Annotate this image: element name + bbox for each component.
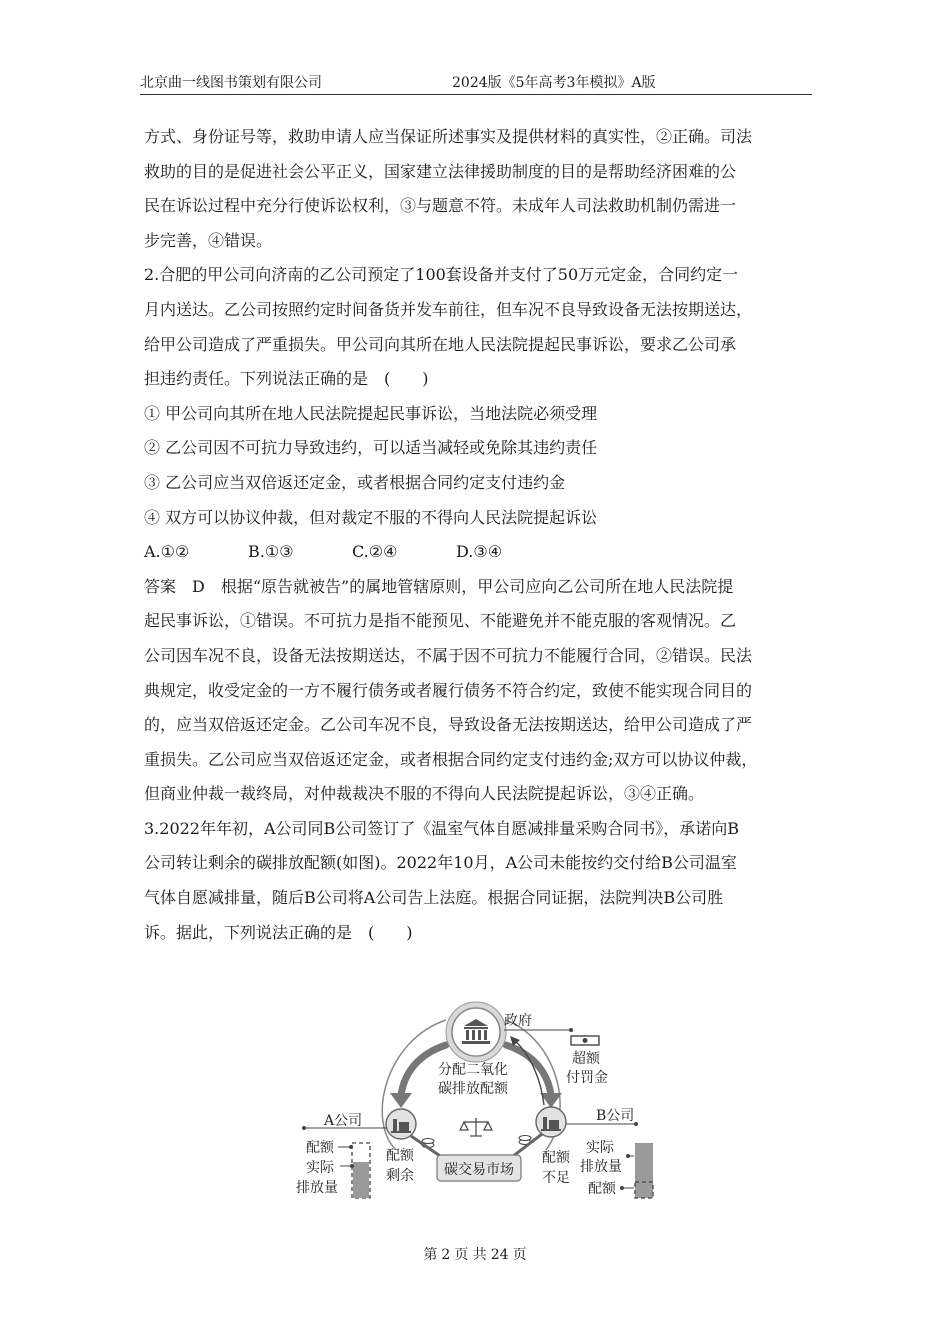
document-body: [144, 120, 808, 950]
option-b: B.①③: [248, 542, 294, 562]
question-2-line: 给甲公司造成了严重损失。甲公司向其所在地人民法院提起民事诉讼，要求乙公司承: [144, 334, 737, 354]
a-actual-bar: [353, 1162, 369, 1198]
answer-line: 的，应当双倍返还定金。乙公司车况不良，导致设备无法按期送达，给甲公司造成了严: [144, 715, 753, 735]
option-a: A.①②: [144, 542, 190, 562]
page-number: 2: [441, 1247, 451, 1263]
footer-prefix: 第: [423, 1247, 438, 1263]
money-icon: [571, 1036, 599, 1045]
total-pages: 24: [490, 1247, 509, 1263]
answer-line: 答案 D 根据“原告就被告”的属地管辖原则，甲公司应向乙公司所在地人民法院提: [144, 576, 734, 596]
b-quota-label: 配额: [588, 1181, 616, 1197]
government-label: 政府: [504, 1013, 532, 1029]
overrun-label-1: 超额: [572, 1051, 600, 1067]
allocate-label-1: 分配二氧化: [438, 1062, 508, 1078]
option-c: C.②④: [352, 542, 398, 562]
allocate-label-2: 碳排放配额: [438, 1081, 508, 1097]
market-label: 碳交易市场: [444, 1162, 514, 1178]
carbon-trading-diagram: [296, 1000, 656, 1205]
publisher-name: 北京曲一线图书策划有限公司: [140, 75, 322, 91]
question-2-line: 担违约责任。下列说法正确的是 ( ): [144, 369, 429, 389]
statement-3: ③ 乙公司应当双倍返还定金，或者根据合同约定支付违约金: [144, 472, 566, 492]
b-actual-label-1: 实际: [586, 1140, 614, 1156]
a-actual-label-1: 实际: [306, 1160, 334, 1176]
footer-mid: 页 共: [454, 1247, 487, 1263]
statement-2: ② 乙公司因不可抗力导致违约，可以适当减轻或免除其违约责任: [144, 438, 598, 458]
text-line: 步完善，④错误。: [144, 230, 273, 250]
answer-line: 但商业仲裁一裁终局，对仲裁裁决不服的不得向人民法院提起诉讼，③④正确。: [144, 784, 705, 804]
question-3-line: 3.2022年年初，A公司同B公司签订了《温室气体自愿减排量采购合同书》，承诺向B: [144, 818, 740, 838]
statement-4: ④ 双方可以协议仲裁，但对裁定不服的不得向人民法院提起诉讼: [144, 507, 598, 527]
a-quota-label: 配额: [306, 1140, 334, 1156]
text-line: 救助的目的是促进社会公平正义，国家建立法律援助制度的目的是帮助经济困难的公: [144, 161, 737, 181]
page-footer: [0, 1244, 950, 1264]
answer-line: 典规定，收受定金的一方不履行债务或者履行债务不符合约定，致使不能实现合同目的: [144, 680, 753, 700]
question-2-line: 2.合肥的甲公司向济南的乙公司预定了100套设备并支付了50万元定金，合同约定一: [144, 265, 739, 285]
option-d: D.③④: [456, 542, 503, 562]
b-actual-label-2: 排放量: [580, 1159, 622, 1175]
surplus-label-1: 配额: [386, 1148, 414, 1164]
company-b-label: B公司: [596, 1108, 635, 1124]
answer-line: 起民事诉讼，①错误。不可抗力是指不能预见、不能避免并不能克服的客观情况。乙: [144, 611, 737, 631]
text-line: 方式、身份证号等，救助申请人应当保证所述事实及提供材料的真实性，②正确。司法: [144, 127, 753, 146]
question-3-line: 诉。据此，下列说法正确的是 ( ): [144, 922, 413, 942]
allocate-arrowhead-left: [390, 1093, 412, 1108]
question-3-line: 气体自愿减排量，随后B公司将A公司告上法庭。根据合同证据，法院判决B公司胜: [144, 888, 724, 908]
b-actual-bar: [635, 1143, 653, 1198]
a-actual-label-2: 排放量: [296, 1180, 338, 1196]
text-line: 民在诉讼过程中充分行使诉讼权利，③与题意不符。未成年人司法救助机制仍需进一: [144, 196, 737, 216]
question-3-line: 公司转让剩余的碳排放配额(如图)。2022年10月，A公司未能按约交付给B公司温室: [144, 853, 737, 873]
book-title: 2024版《5年高考3年模拟》A版: [452, 75, 656, 91]
answer-line: 重损失。乙公司应当双倍返还定金，或者根据合同约定支付违约金;双方可以协议仲裁，: [144, 749, 758, 769]
shortage-label-2: 不足: [542, 1170, 570, 1186]
statement-1: ① 甲公司向其所在地人民法院提起民事诉讼，当地法院必须受理: [144, 403, 598, 423]
overrun-label-2: 付罚金: [566, 1070, 608, 1086]
page-header: [140, 70, 812, 95]
surplus-label-2: 剩余: [386, 1168, 414, 1184]
footer-suffix: 页: [512, 1247, 527, 1263]
answer-line: 公司因车况不良，设备无法按期送达，不属于因不可抗力不能履行合同，②错误。民法: [144, 645, 753, 665]
scale-icon: [460, 1118, 492, 1136]
shortage-label-1: 配额: [542, 1150, 570, 1166]
answer-options: [144, 535, 808, 570]
company-a-label: A公司: [324, 1113, 363, 1129]
question-2-line: 月内送达。乙公司按照约定时间备货并发车前往，但车况不良导致设备无法按期送达，: [144, 299, 753, 319]
